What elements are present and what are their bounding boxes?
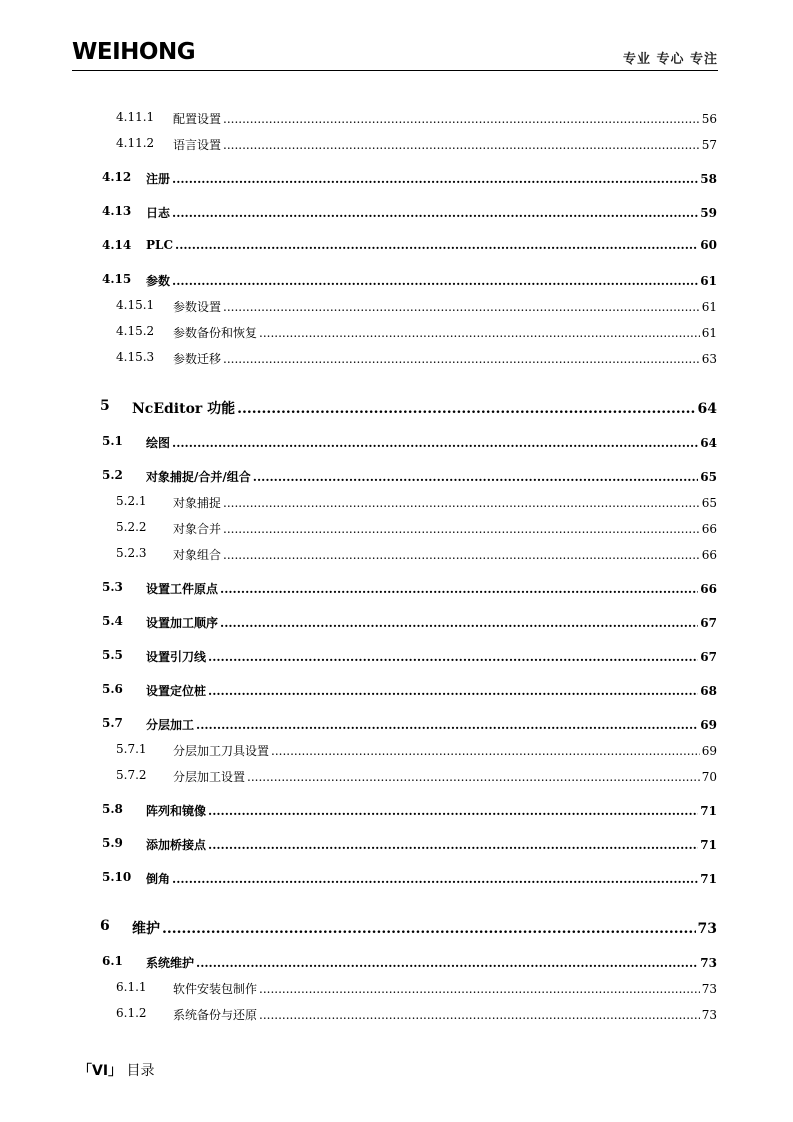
toc-entry[interactable] (0, 580, 793, 600)
toc-entry-page: 67 (700, 616, 717, 630)
toc-entry[interactable] (0, 204, 793, 224)
toc-entry-number: 5.2.1 (116, 494, 147, 508)
toc-entry-page: 64 (697, 401, 717, 417)
toc-entry-page: 65 (701, 496, 717, 510)
toc-entry-number: 5.7.2 (116, 768, 147, 782)
toc-entry[interactable] (0, 954, 793, 974)
toc-leader-dots (196, 718, 698, 732)
toc-leader-dots (253, 470, 699, 484)
toc-leader-dots (172, 436, 698, 450)
toc-leader-dots (223, 112, 700, 126)
toc-entry[interactable] (0, 238, 793, 258)
toc-entry[interactable] (0, 614, 793, 634)
toc-entry-number: 5.3 (102, 580, 123, 594)
toc-entry-title: 设置定位桩 (146, 684, 207, 698)
toc-entry-title: 对象合并 (173, 522, 222, 536)
toc-entry-page: 57 (701, 138, 717, 152)
toc-entry-title: 系统备份与还原 (173, 1008, 258, 1022)
toc-entry-page: 71 (700, 838, 717, 852)
toc-entry-number: 4.15.2 (116, 324, 155, 338)
toc-leader-dots (247, 770, 700, 784)
toc-entry[interactable] (0, 324, 793, 344)
toc-entry-page: 66 (701, 522, 717, 536)
toc-entry-title: 软件安装包制作 (173, 982, 258, 996)
toc-entry-number: 5.7 (102, 716, 123, 730)
toc-entry-title: 设置加工顺序 (146, 616, 219, 630)
toc-entry-page: 73 (697, 921, 717, 937)
toc-entry[interactable] (0, 136, 793, 156)
toc-leader-dots (208, 684, 698, 698)
toc-entry-number: 4.11.2 (116, 136, 155, 150)
toc-entry[interactable] (0, 468, 793, 488)
toc-leader-dots (172, 274, 698, 288)
toc-entry-number: 6 (100, 918, 110, 934)
toc-entry-page: 73 (701, 1008, 717, 1022)
toc-leader-dots (259, 326, 700, 340)
toc-entry[interactable] (0, 170, 793, 190)
page-footer (78, 1060, 155, 1080)
toc-entry-page: 73 (700, 956, 717, 970)
toc-entry-page: 65 (700, 470, 717, 484)
toc-entry-number: 5.2 (102, 468, 123, 482)
toc-leader-dots (196, 956, 698, 970)
toc-entry-number: 5.2.3 (116, 546, 147, 560)
toc-entry-number: 5.10 (102, 870, 132, 884)
toc-leader-dots (172, 872, 698, 886)
toc-leader-dots (223, 300, 700, 314)
toc-entry[interactable] (0, 802, 793, 822)
toc-entry-page: 69 (701, 744, 717, 758)
toc-entry-number: 6.1.1 (116, 980, 147, 994)
toc-leader-dots (223, 138, 700, 152)
toc-entry-title: 维护 (132, 921, 160, 937)
toc-entry-title: 对象捕捉/合并/组合 (146, 470, 251, 484)
toc-entry-title: 设置工件原点 (146, 582, 219, 596)
toc-entry-page: 58 (700, 172, 717, 186)
toc-entry-page: 67 (700, 650, 717, 664)
toc-leader-dots (223, 496, 700, 510)
toc-leader-dots (271, 744, 700, 758)
toc-entry[interactable] (0, 494, 793, 514)
toc-entry-page: 61 (701, 326, 717, 340)
toc-entry-number: 4.15.1 (116, 298, 155, 312)
toc-leader-dots (237, 401, 695, 417)
toc-entry-number: 5 (100, 398, 110, 414)
toc-entry[interactable] (0, 836, 793, 856)
toc-leader-dots (223, 522, 700, 536)
toc-entry[interactable] (0, 980, 793, 1000)
toc-entry-number: 4.14 (102, 238, 132, 252)
toc-entry-number: 6.1 (102, 954, 123, 968)
toc-leader-dots (208, 838, 698, 852)
toc-entry-page: 66 (700, 582, 717, 596)
toc-entry-title: 对象捕捉 (173, 496, 222, 510)
toc-entry-number: 4.15 (102, 272, 132, 286)
toc-entry[interactable] (0, 110, 793, 130)
toc-entry-title: NcEditor 功能 (132, 401, 236, 417)
toc-entry-title: 对象组合 (173, 548, 222, 562)
toc-entry-title: 倒角 (146, 872, 171, 886)
logo-text: WEIHONG (72, 39, 196, 65)
toc-leader-dots (223, 352, 700, 366)
toc-entry-page: 64 (700, 436, 717, 450)
toc-leader-dots (220, 616, 698, 630)
toc-leader-dots (259, 982, 700, 996)
toc-entry-title: 分层加工设置 (173, 770, 246, 784)
toc-entry-number: 5.5 (102, 648, 123, 662)
toc-entry-page: 66 (701, 548, 717, 562)
toc-entry[interactable] (0, 918, 793, 938)
toc-entry-number: 5.2.2 (116, 520, 147, 534)
toc-entry-title: 分层加工 (146, 718, 195, 732)
toc-entry-title: 添加桥接点 (146, 838, 207, 852)
toc-entry[interactable] (0, 434, 793, 454)
toc-entry-title: 参数 (146, 274, 171, 288)
toc-entry-number: 5.4 (102, 614, 123, 628)
toc-entry-title: 语言设置 (173, 138, 222, 152)
toc-leader-dots (162, 921, 696, 937)
toc-entry-page: 56 (701, 112, 717, 126)
toc-entry[interactable] (0, 648, 793, 668)
toc-entry-number: 5.7.1 (116, 742, 147, 756)
toc-entry-page: 70 (701, 770, 717, 784)
toc-entry-page: 73 (701, 982, 717, 996)
toc-entry-page: 63 (701, 352, 717, 366)
toc-entry-title: PLC (146, 238, 174, 252)
toc-entry-title: 阵列和镜像 (146, 804, 207, 818)
toc-leader-dots (208, 650, 698, 664)
toc-entry[interactable] (0, 546, 793, 566)
toc-entry-number: 5.6 (102, 682, 123, 696)
toc-entry-title: 配置设置 (173, 112, 222, 126)
toc-entry-number: 4.15.3 (116, 350, 155, 364)
toc-entry-page: 59 (700, 206, 717, 220)
footer-section-title: 目录 (126, 1063, 155, 1079)
toc-entry-title: 系统维护 (146, 956, 195, 970)
toc-entry[interactable] (0, 272, 793, 292)
toc-entry[interactable] (0, 870, 793, 890)
toc-leader-dots (223, 548, 700, 562)
toc-entry-page: 61 (700, 274, 717, 288)
toc-entry-title: 分层加工刀具设置 (173, 744, 270, 758)
toc-leader-dots (175, 238, 698, 252)
toc-entry-page: 60 (700, 238, 717, 252)
toc-entry-title: 参数设置 (173, 300, 222, 314)
toc-entry-title: 绘图 (146, 436, 171, 450)
toc-entry-number: 5.9 (102, 836, 123, 850)
toc-leader-dots (220, 582, 698, 596)
toc-entry[interactable] (0, 742, 793, 762)
toc-leader-dots (172, 172, 698, 186)
toc-entry-number: 4.13 (102, 204, 132, 218)
toc-entry[interactable] (0, 682, 793, 702)
toc-entry-title: 注册 (146, 172, 171, 186)
toc-entry-number: 4.12 (102, 170, 132, 184)
toc-entry-number: 5.8 (102, 802, 123, 816)
toc-entry-title: 日志 (146, 206, 171, 220)
toc-entry[interactable] (0, 350, 793, 370)
toc-entry[interactable] (0, 716, 793, 736)
toc-entry-page: 69 (700, 718, 717, 732)
toc-entry-page: 61 (701, 300, 717, 314)
toc-entry[interactable] (0, 768, 793, 788)
toc-leader-dots (208, 804, 698, 818)
header-slogan: 专业 专心 专注 (622, 52, 718, 67)
toc-entry-page: 71 (700, 872, 717, 886)
toc-entry-title: 参数迁移 (173, 352, 222, 366)
toc-entry[interactable] (0, 298, 793, 318)
toc-entry-page: 68 (700, 684, 717, 698)
toc-entry-page: 71 (700, 804, 717, 818)
toc-entry-title: 设置引刀线 (146, 650, 207, 664)
footer-page-number: 「VI」 (78, 1063, 123, 1079)
toc-leader-dots (259, 1008, 700, 1022)
toc-entry-title: 参数备份和恢复 (173, 326, 258, 340)
toc-entry[interactable] (0, 1006, 793, 1026)
toc-entry-number: 4.11.1 (116, 110, 155, 124)
toc-entry[interactable] (0, 398, 793, 418)
toc-entry-number: 6.1.2 (116, 1006, 147, 1020)
toc-leader-dots (172, 206, 698, 220)
toc-entry[interactable] (0, 520, 793, 540)
toc-entry-number: 5.1 (102, 434, 123, 448)
